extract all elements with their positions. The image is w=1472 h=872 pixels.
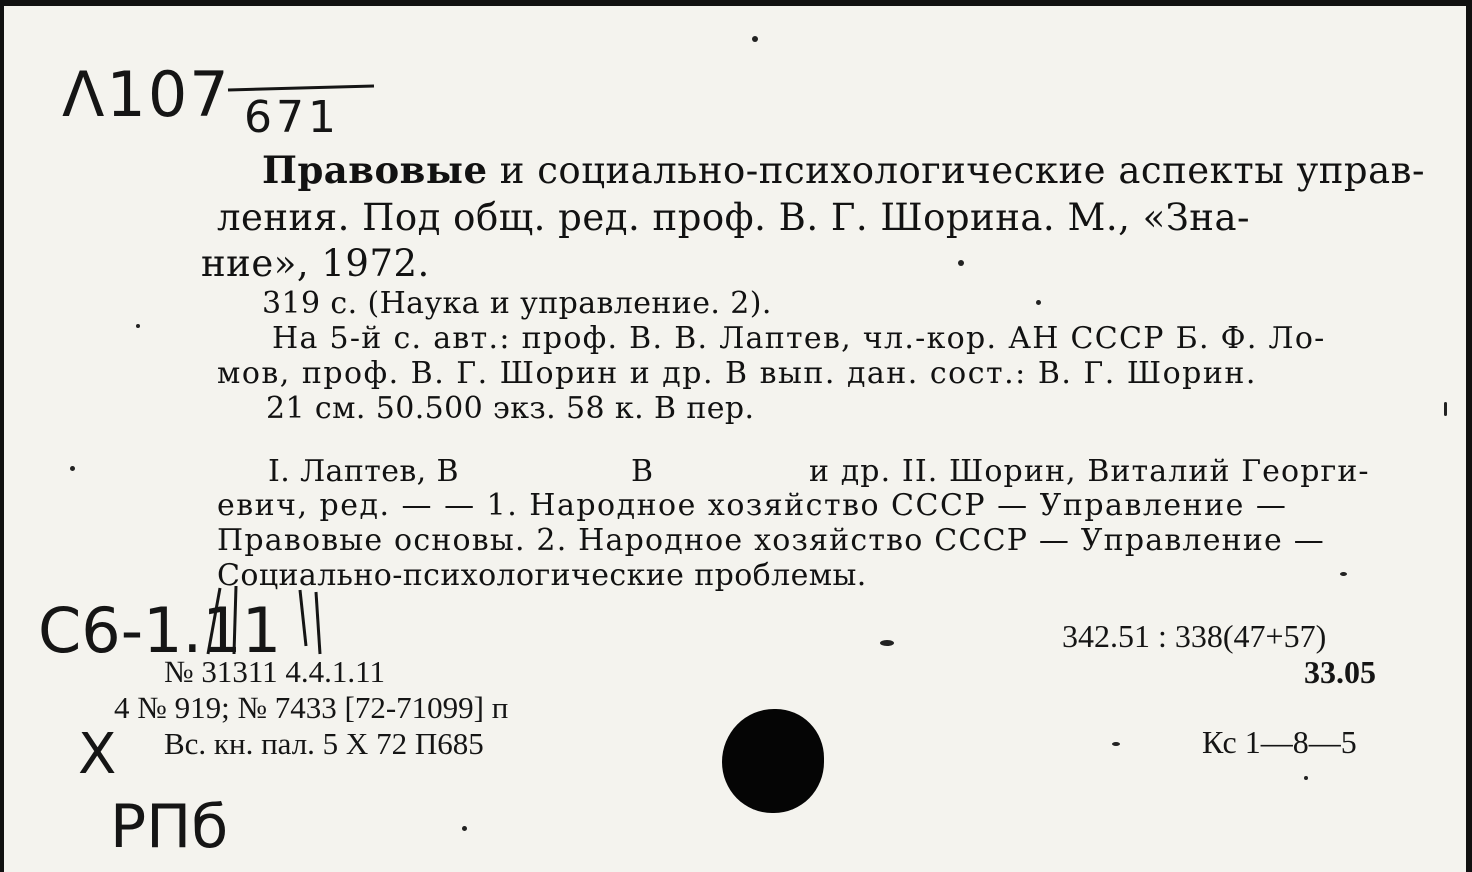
speck	[1112, 742, 1120, 746]
handwritten-shelfmark: Λ107	[62, 58, 231, 131]
speck	[70, 466, 75, 471]
index-line-1b: В	[631, 454, 654, 489]
index-line-3: Правовые основы. 2. Народное хозяйство СССР — Управление —	[217, 523, 1325, 558]
pages-line: 319 с. (Наука и управление. 2).	[262, 286, 772, 321]
speck	[1036, 300, 1041, 305]
handwritten-cross: X	[78, 722, 117, 787]
title-line-1	[262, 148, 1425, 192]
title-line-3: ние», 1972.	[201, 242, 430, 285]
speck	[958, 260, 964, 266]
udc-code: 342.51 : 338(47+57)	[1062, 618, 1327, 654]
title-line-2: ления. Под общ. ред. проф. В. Г. Шорина. М., «Зна-	[217, 196, 1251, 239]
speck	[462, 826, 467, 831]
record-number: № 31311 4.4.1.11	[164, 654, 386, 689]
title-rest: и социально-психологические аспекты управ-	[487, 149, 1425, 192]
speck	[1304, 776, 1308, 780]
print-info: Вс. кн. пал. 5 Х 72 П685	[164, 726, 484, 761]
index-line-2: евич, ред. — — 1. Народное хозяйство СССР — Управление —	[217, 488, 1288, 523]
handwritten-letters: РПб	[110, 792, 229, 862]
ink-blot	[722, 709, 824, 813]
handwritten-code: С6-1.11	[38, 594, 282, 667]
speck	[1444, 402, 1447, 416]
speck	[1340, 572, 1347, 576]
speck	[752, 36, 758, 42]
speck	[136, 324, 140, 328]
index-line-4: Социально-психологические проблемы.	[217, 558, 867, 593]
order-numbers: 4 № 919; № 7433 [72-71099] п	[114, 690, 509, 725]
kc-code: Кс 1—8—5	[1202, 724, 1357, 760]
authors-line-1: На 5-й с. авт.: проф. В. В. Лаптев, чл.-кор. АН СССР Б. Ф. Ло-	[272, 321, 1326, 356]
speck	[880, 640, 894, 646]
index-line-1c: и др. II. Шорин, Виталий Георги-	[809, 454, 1370, 489]
bbk-code: 33.05	[1304, 654, 1376, 690]
title-bold: Правовые	[262, 148, 488, 192]
authors-line-2: мов, проф. В. Г. Шорин и др. В вып. дан. сост.: В. Г. Шорин.	[217, 356, 1257, 391]
size-line: 21 см. 50.500 экз. 58 к. В пер.	[266, 391, 755, 426]
index-line-1a: I. Лаптев, В	[268, 454, 459, 489]
handwritten-shelf-number: 671	[244, 92, 340, 143]
